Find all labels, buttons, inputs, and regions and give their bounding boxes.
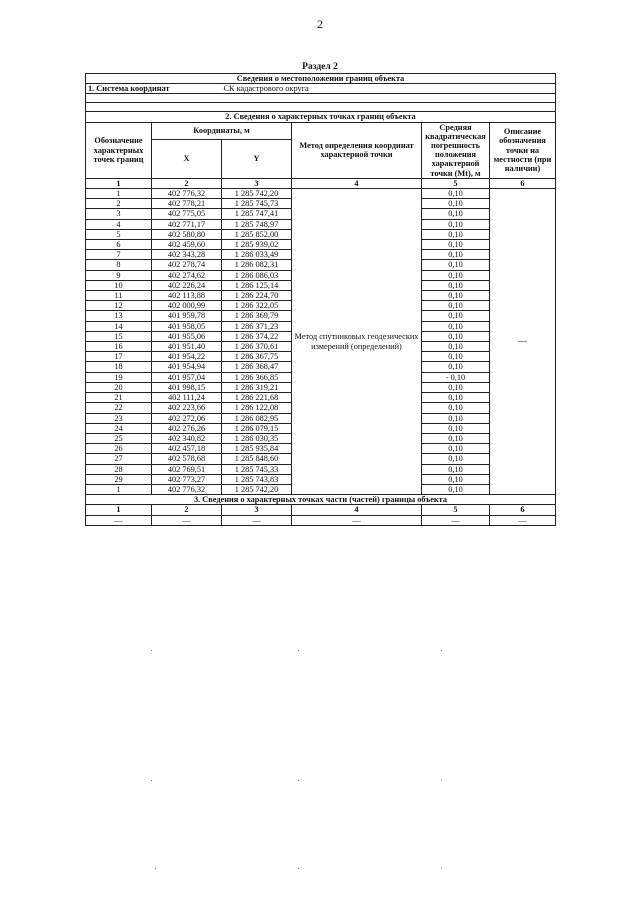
table-title: Сведения о местоположении границ объекта [86, 74, 556, 84]
point-number-cell: 19 [86, 372, 152, 382]
part-cell: — [152, 515, 222, 525]
x-coordinate-cell: 402 343,28 [152, 250, 222, 260]
table-title-row [86, 74, 556, 84]
col-number: 6 [490, 178, 556, 188]
section-3-title: 3. Сведения о характерных точках части (частей) границы объекта [86, 495, 556, 505]
error-cell: 0,10 [422, 393, 490, 403]
scan-speck [441, 780, 442, 781]
point-number-cell: 22 [86, 403, 152, 413]
x-coordinate-cell: 402 276,26 [152, 423, 222, 433]
y-coordinate-cell: 1 285 935,84 [222, 444, 292, 454]
point-number-cell: 25 [86, 433, 152, 443]
x-coordinate-cell: 402 278,74 [152, 260, 222, 270]
error-cell: 0,10 [422, 301, 490, 311]
error-cell: 0,10 [422, 250, 490, 260]
header-x: X [152, 139, 222, 178]
point-number-cell: 13 [86, 311, 152, 321]
scan-speck [441, 650, 442, 651]
error-cell: 0,10 [422, 270, 490, 280]
point-number-cell: 8 [86, 260, 152, 270]
point-number-cell: 6 [86, 240, 152, 250]
error-cell: 0,10 [422, 209, 490, 219]
page-number: 2 [317, 17, 323, 31]
error-cell: 0,10 [422, 454, 490, 464]
point-number-cell: 4 [86, 219, 152, 229]
part-cell: — [422, 515, 490, 525]
col-number: 2 [152, 505, 222, 515]
y-coordinate-cell: 1 286 367,75 [222, 352, 292, 362]
scan-speck [151, 780, 152, 781]
y-coordinate-cell: 1 286 368,47 [222, 362, 292, 372]
x-coordinate-cell: 402 578,68 [152, 454, 222, 464]
error-cell: 0,10 [422, 199, 490, 209]
col-number: 6 [490, 505, 556, 515]
point-number-cell: 10 [86, 280, 152, 290]
scan-speck [298, 868, 299, 869]
x-coordinate-cell: 402 000,99 [152, 301, 222, 311]
error-cell: 0,10 [422, 403, 490, 413]
section-label: Раздел 2 [302, 62, 338, 72]
x-coordinate-cell: 401 957,04 [152, 372, 222, 382]
x-coordinate-cell: 401 958,05 [152, 321, 222, 331]
error-cell: 0,10 [422, 311, 490, 321]
header-point-designation: Обозначение характерных точек границ [86, 122, 152, 178]
x-coordinate-cell: 401 959,78 [152, 311, 222, 321]
x-coordinate-cell: 402 113,88 [152, 291, 222, 301]
point-number-cell: 27 [86, 454, 152, 464]
error-cell: 0,10 [422, 260, 490, 270]
error-cell: 0,10 [422, 342, 490, 352]
column-numbers-row [86, 505, 556, 515]
point-number-cell: 24 [86, 423, 152, 433]
col-number: 2 [152, 178, 222, 188]
error-cell: 0,10 [422, 291, 490, 301]
x-coordinate-cell: 402 274,62 [152, 270, 222, 280]
scan-speck [441, 868, 442, 869]
point-number-cell: 1 [86, 484, 152, 494]
error-cell: 0,10 [422, 240, 490, 250]
method-cell: Метод спутниковых геодезических измерений (определений) [292, 189, 422, 495]
col-number: 4 [292, 178, 422, 188]
y-coordinate-cell: 1 285 743,83 [222, 474, 292, 484]
part-cell: — [86, 515, 152, 525]
point-number-cell: 21 [86, 393, 152, 403]
y-coordinate-cell: 1 285 747,41 [222, 209, 292, 219]
point-number-cell: 2 [86, 199, 152, 209]
y-coordinate-cell: 1 286 086,03 [222, 270, 292, 280]
x-coordinate-cell: 402 776,32 [152, 189, 222, 199]
scan-speck [298, 780, 299, 781]
header-error: Средняя квадратическая погрешность положения характерной точки (Mt), м [422, 122, 490, 178]
boundary-table [85, 73, 556, 526]
y-coordinate-cell: 1 285 745,33 [222, 464, 292, 474]
point-number-cell: 18 [86, 362, 152, 372]
col-number: 5 [422, 505, 490, 515]
error-cell: 0,10 [422, 433, 490, 443]
scan-speck [155, 868, 156, 869]
point-number-cell: 12 [86, 301, 152, 311]
y-coordinate-cell: 1 286 369,79 [222, 311, 292, 321]
header-method: Метод определения координат характерной точки [292, 122, 422, 178]
error-cell: 0,10 [422, 464, 490, 474]
section-3-title-row [86, 495, 556, 505]
description-cell: — [490, 189, 556, 495]
col-number: 1 [86, 505, 152, 515]
blank-row [86, 94, 556, 103]
scan-speck [151, 650, 152, 651]
x-coordinate-cell: 402 778,21 [152, 199, 222, 209]
col-number: 4 [292, 505, 422, 515]
y-coordinate-cell: 1 286 033,49 [222, 250, 292, 260]
point-number-cell: 23 [86, 413, 152, 423]
error-cell: 0,10 [422, 331, 490, 341]
x-coordinate-cell: 402 773,27 [152, 474, 222, 484]
y-coordinate-cell: 1 286 030,35 [222, 433, 292, 443]
error-cell: 0,10 [422, 362, 490, 372]
x-coordinate-cell: 401 954,94 [152, 362, 222, 372]
x-coordinate-cell: 402 457,18 [152, 444, 222, 454]
point-number-cell: 7 [86, 250, 152, 260]
point-number-cell: 9 [86, 270, 152, 280]
point-number-cell: 26 [86, 444, 152, 454]
x-coordinate-cell: 402 771,17 [152, 219, 222, 229]
error-cell: 0,10 [422, 321, 490, 331]
coord-system-label: 1. Система координат [86, 84, 222, 94]
col-number: 3 [222, 178, 292, 188]
point-number-cell: 28 [86, 464, 152, 474]
error-cell: 0,10 [422, 219, 490, 229]
y-coordinate-cell: 1 285 939,02 [222, 240, 292, 250]
x-coordinate-cell: 402 769,51 [152, 464, 222, 474]
y-coordinate-cell: 1 286 371,23 [222, 321, 292, 331]
error-cell: 0,10 [422, 189, 490, 199]
col-number: 5 [422, 178, 490, 188]
point-number-cell: 3 [86, 209, 152, 219]
y-coordinate-cell: 1 286 122,08 [222, 403, 292, 413]
point-number-cell: 14 [86, 321, 152, 331]
y-coordinate-cell: 1 286 125,14 [222, 280, 292, 290]
coord-system-row [86, 84, 556, 94]
error-cell: 0,10 [422, 423, 490, 433]
x-coordinate-cell: 402 272,06 [152, 413, 222, 423]
x-coordinate-cell: 402 340,82 [152, 433, 222, 443]
error-cell: 0,10 [422, 280, 490, 290]
part-cell: — [490, 515, 556, 525]
section-2-title-row [86, 112, 556, 122]
y-coordinate-cell: 1 286 079,15 [222, 423, 292, 433]
x-coordinate-cell: 402 226,24 [152, 280, 222, 290]
x-coordinate-cell: 401 955,06 [152, 331, 222, 341]
y-coordinate-cell: 1 285 742,20 [222, 484, 292, 494]
point-number-cell: 20 [86, 382, 152, 392]
point-number-cell: 16 [86, 342, 152, 352]
point-number-cell: 29 [86, 474, 152, 484]
y-coordinate-cell: 1 286 374,22 [222, 331, 292, 341]
y-coordinate-cell: 1 285 848,60 [222, 454, 292, 464]
x-coordinate-cell: 402 459,60 [152, 240, 222, 250]
y-coordinate-cell: 1 286 082,31 [222, 260, 292, 270]
error-cell: 0,10 [422, 352, 490, 362]
x-coordinate-cell: 402 775,05 [152, 209, 222, 219]
y-coordinate-cell: 1 286 221,68 [222, 393, 292, 403]
point-number-cell: 11 [86, 291, 152, 301]
x-coordinate-cell: 402 580,80 [152, 229, 222, 239]
error-cell: 0,10 [422, 229, 490, 239]
y-coordinate-cell: 1 286 319,21 [222, 382, 292, 392]
point-number-cell: 17 [86, 352, 152, 362]
x-coordinate-cell: 402 111,24 [152, 393, 222, 403]
y-coordinate-cell: 1 285 742,20 [222, 189, 292, 199]
x-coordinate-cell: 402 776,32 [152, 484, 222, 494]
y-coordinate-cell: 1 286 322,05 [222, 301, 292, 311]
part-cell: — [222, 515, 292, 525]
error-cell: 0,10 [422, 474, 490, 484]
header-y: Y [222, 139, 292, 178]
y-coordinate-cell: 1 285 745,73 [222, 199, 292, 209]
header-row [86, 122, 556, 139]
point-number-cell: 5 [86, 229, 152, 239]
y-coordinate-cell: 1 285 852,00 [222, 229, 292, 239]
error-cell: 0,10 [422, 382, 490, 392]
point-number-cell: 1 [86, 189, 152, 199]
y-coordinate-cell: 1 286 370,61 [222, 342, 292, 352]
header-description: Описание обозначения точки на местности (при наличии) [490, 122, 556, 178]
part-row [86, 515, 556, 525]
x-coordinate-cell: 401 998,15 [152, 382, 222, 392]
table-row [86, 189, 556, 199]
y-coordinate-cell: 1 286 224,70 [222, 291, 292, 301]
coord-system-value: СК кадастрового округа [222, 84, 556, 94]
x-coordinate-cell: 402 223,66 [152, 403, 222, 413]
col-number: 1 [86, 178, 152, 188]
scan-speck [298, 650, 299, 651]
error-cell: 0,10 [422, 484, 490, 494]
blank-row [86, 103, 556, 112]
x-coordinate-cell: 401 951,40 [152, 342, 222, 352]
col-number: 3 [222, 505, 292, 515]
section-2-title: 2. Сведения о характерных точках границ объекта [86, 112, 556, 122]
column-numbers-row [86, 178, 556, 188]
y-coordinate-cell: 1 286 366,85 [222, 372, 292, 382]
error-cell: - 0,10 [422, 372, 490, 382]
y-coordinate-cell: 1 285 748,97 [222, 219, 292, 229]
header-coordinates: Координаты, м [152, 122, 292, 139]
y-coordinate-cell: 1 286 082,95 [222, 413, 292, 423]
error-cell: 0,10 [422, 444, 490, 454]
point-number-cell: 15 [86, 331, 152, 341]
error-cell: 0,10 [422, 413, 490, 423]
part-cell: — [292, 515, 422, 525]
x-coordinate-cell: 401 954,22 [152, 352, 222, 362]
